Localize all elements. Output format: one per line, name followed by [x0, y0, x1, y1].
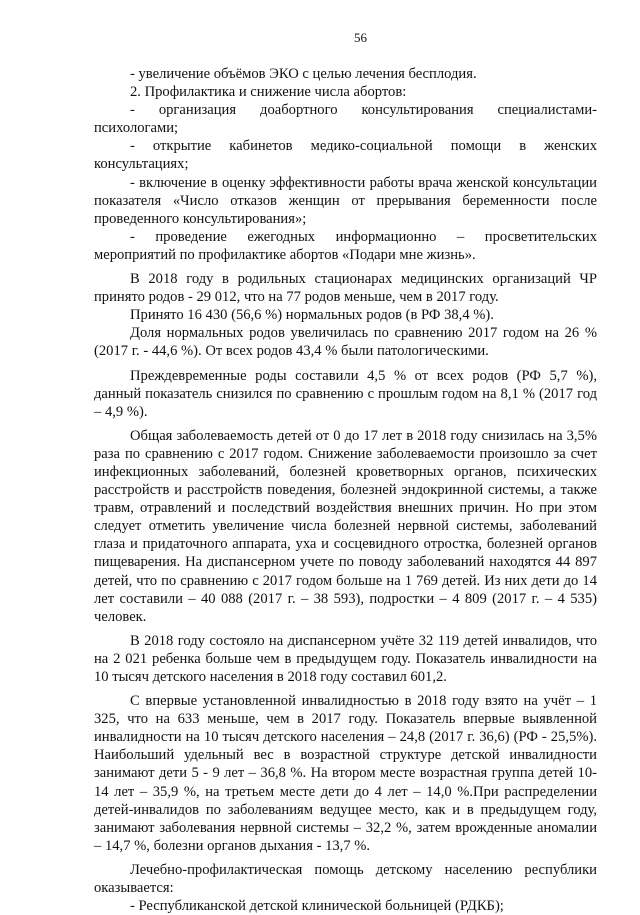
list-item-medical-social-offices: - открытие кабинетов медико-социальной помощи в женских консультациях;	[94, 138, 597, 173]
page-number: 56	[354, 30, 367, 45]
list-item-annual-campaigns: - проведение ежегодных информационно – просветительских мероприятий по профилактике абортов «Подари мне жизнь».	[94, 228, 597, 263]
paragraph-new-disability: С впервые установленной инвалидностью в 2018 году взято на учёт – 1 325, что на 633 меньше, чем в 2017 году. Показатель впервые выявленной инвалидности на 10 тысяч детского населения – 24,8 (2017 г. 36,6) (РФ - 25,5%). Наибольший удельный вес в возрастной структуре детской инвалидности занимают дети 5 - 9 лет – 36,8 %. На втором месте возрастная группа детей 10-14 лет – 35,9 %, на третьем месте дети до 4 лет – 14,0 %.При распределении детей-инвалидов по заболеваниям ведущее место, как и в предыдущем году, занимают заболевания нервной системы – 32,2 %, затем врожденные аномалии – 14,7 %, болезни органов дыхания - 13,7 %.	[94, 693, 597, 854]
paragraph-premature-births: Преждевременные роды составили 4,5 % от всех родов (РФ 5,7 %), данный показатель снизился по сравнению с прошлым годом на 8,1 % (2017 год – 4,9 %).	[94, 367, 597, 420]
paragraph-care-provided-by: Лечебно-профилактическая помощь детскому населению республики оказывается:	[94, 861, 597, 897]
paragraph-disabled-children-registry: В 2018 году состояло на диспансерном учёте 32 119 детей инвалидов, что на 2 021 ребенка больше чем в предыдущем году. Показатель инвалидности на 10 тысяч детского населения в 2018 году составил 601,2.	[94, 632, 597, 685]
section-heading-abortion-prevention: 2. Профилактика и снижение числа абортов:	[130, 84, 407, 101]
list-item-efficiency-indicator: - включение в оценку эффективности работы врача женской консультации показателя «Число отказов женщин от прерывания беременности после проведенного консультирования»;	[94, 174, 597, 227]
paragraph-normal-births: Принято 16 430 (56,6 %) нормальных родов (в РФ 38,4 %).	[130, 307, 494, 324]
list-item-psychologist-counseling: - организация доабортного консультирования специалистами-психологами;	[94, 102, 597, 137]
list-item-rdkb: - Республиканской детской клинической больницей (РДКБ);	[130, 898, 504, 915]
paragraph-child-morbidity: Общая заболеваемость детей от 0 до 17 лет в 2018 году снизилась на 3,5% раза по сравнению с 2017 годом. Снижение заболеваемости произошло за счет инфекционных заболеваний, болезней кроветворных органов, психических расстройств и расстройств поведения, болезней эндокринной системы, а также травм, отравлений и последствий воздействия внешних причин. Но при этом следует отметить увеличение числа болезней нервной системы, заболеваний глаза и придаточного аппарата, уха и сосцевидного отростка, болезней органов пищеварения. На диспансерном учете по поводу заболеваний находятся 44 897 детей, что по сравнению с 2017 годом больше на 1 769 детей. Из них дети до 14 лет составили – 40 088 (2017 г. – 38 593), подростки – 4 809 (2017 г. – 4 535) человек.	[94, 427, 597, 625]
paragraph-normal-births-share: Доля нормальных родов увеличилась по сравнению 2017 годом на 26 % (2017 г. - 44,6 %). От всех родов 43,4 % были патологическими.	[94, 325, 597, 360]
paragraph-births-2018: В 2018 году в родильных стационарах медицинских организаций ЧР принято родов - 29 012, что на 77 родов меньше, чем в 2017 году.	[94, 271, 597, 306]
list-item-eco: - увеличение объёмов ЭКО с целью лечения бесплодия.	[130, 66, 477, 82]
